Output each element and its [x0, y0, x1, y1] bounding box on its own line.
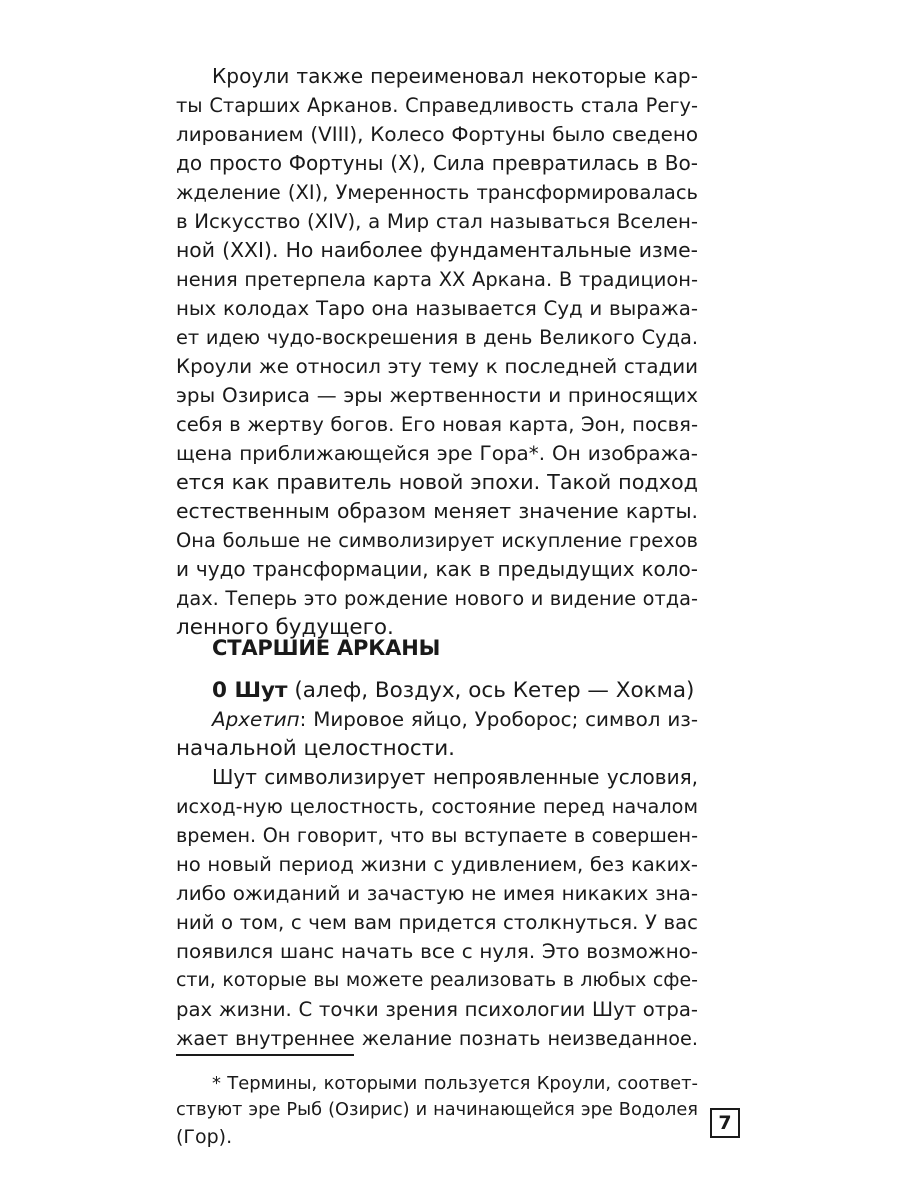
paragraph-1-line: дах. Теперь это рождение нового и видение отда- [176, 587, 698, 610]
section-heading: СТАРШИЕ АРКАНЫ [212, 636, 441, 660]
paragraph-1-line: до просто Фортуны (X), Сила превратилась в Во- [176, 151, 698, 175]
footnote-line: * Термины, которыми пользуется Кроули, соответ- [212, 1073, 698, 1094]
paragraph-1-line: щена приближающейся эре Гора*. Он изобража- [176, 441, 698, 465]
paragraph-2-line: появился шанс начать все с нуля. Это возможно- [176, 940, 698, 963]
paragraph-1-line: в Искусство (XIV), а Мир стал называться Вселен- [176, 210, 698, 233]
archetype-text: : Мировое яйцо, Уроборос; символ из- [299, 708, 698, 731]
paragraph-1-line: жделение (XI), Умеренность трансформировалась [176, 181, 698, 204]
archetype-line [212, 705, 698, 734]
card-title-line [212, 676, 698, 705]
paragraph-2-line: ний о том, с чем вам придется столкнуться. У вас [176, 911, 698, 934]
footnote-rule [176, 1054, 354, 1056]
paragraph-1-line: ных колодах Таро она называется Суд и выража- [176, 297, 698, 320]
paragraph-1-line: ленного будущего. [176, 615, 394, 640]
paragraph-1-line: ты Старших Арканов. Справедливость стала Регу- [176, 94, 698, 117]
paragraph-1-line: Кроули также переименовал некоторые кар- [212, 64, 698, 88]
paragraph-2-line: исход-ную целостность, состояние перед началом [176, 795, 698, 818]
paragraph-1-line: Она больше не символизирует искупление грехов [176, 529, 698, 552]
paragraph-1-line: и чудо трансформации, как в предыдущих коло- [176, 557, 698, 581]
paragraph-2-line: либо ожиданий и зачастую не имея никаких зна- [176, 882, 698, 905]
paragraph-2-line: сти, которые вы можете реализовать в любых сфе- [176, 969, 698, 991]
card-name: 0 Шут [212, 678, 288, 703]
footnote-line: (Гор). [176, 1126, 233, 1148]
paragraph-2-line: Шут символизирует непроявленные условия, [212, 765, 698, 789]
paragraph-1-line: естественным образом меняет значение карты. [176, 499, 698, 523]
paragraph-2-line: но новый период жизни с удивлением, без каких- [176, 853, 698, 876]
paragraph-1-line: ет идею чудо-воскрешения в день Великого Суда. [176, 326, 698, 349]
paragraph-1-line: ется как правитель новой эпохи. Такой подход [176, 470, 698, 494]
archetype-label: Архетип [212, 708, 300, 731]
paragraph-2-line: времен. Он говорит, что вы вступаете в совершен- [176, 824, 698, 847]
card-attributes: (алеф, Воздух, ось Кетер — Хокма) [287, 678, 695, 703]
paragraph-1-line: ной (XXI). Но наиболее фундаментальные изме- [176, 238, 698, 262]
paragraph-2-line: рах жизни. С точки зрения психологии Шут отра- [176, 998, 698, 1021]
paragraph-1-line: нения претерпела карта XX Аркана. В традицион- [176, 268, 698, 291]
footnote-line: ствуют эре Рыб (Озирис) и начинающейся эре Водолея [176, 1100, 698, 1120]
paragraph-1-line: Кроули же относил эту тему к последней стадии [176, 355, 698, 378]
paragraph-1-line: эры Озириса — эры жертвенности и приносящих [176, 384, 698, 407]
paragraph-1-line: лированием (VIII), Колесо Фортуны было сведено [176, 123, 698, 146]
paragraph-2-line: жает внутреннее желание познать неизведанное. [176, 1027, 698, 1050]
paragraph-1-line: себя в жертву богов. Его новая карта, Эон, посвя- [176, 413, 698, 436]
page-number: 7 [710, 1108, 740, 1138]
archetype-line-cont: начальной целостности. [176, 736, 456, 761]
